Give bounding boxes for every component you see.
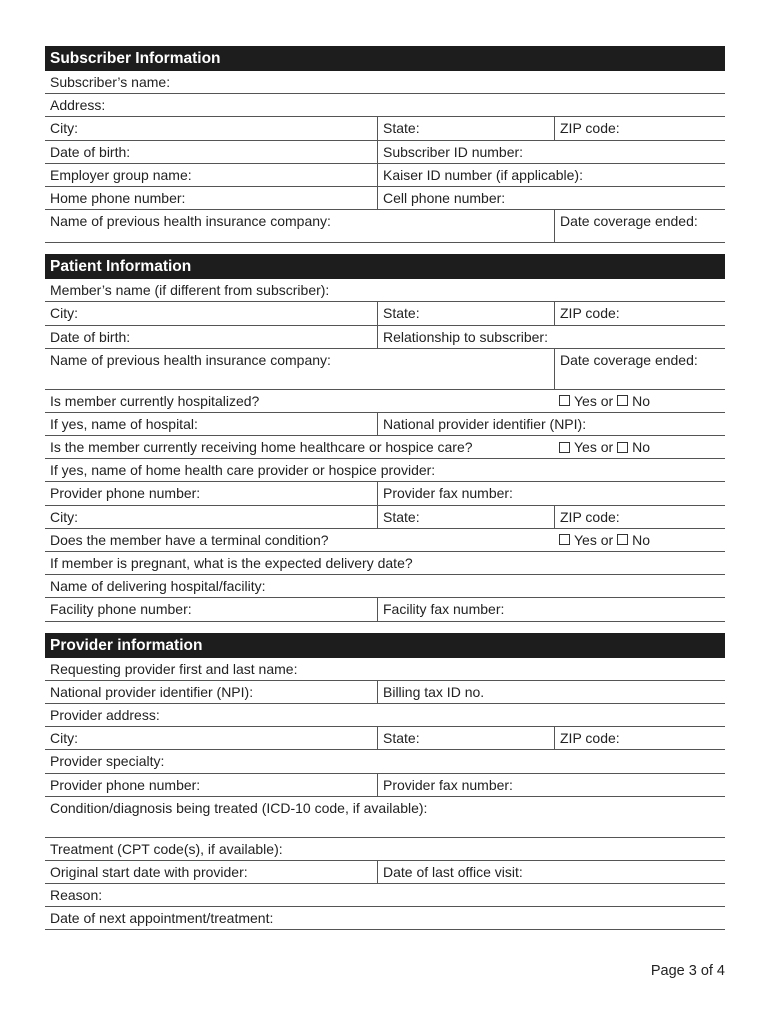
- hospitalized-row: [45, 390, 725, 413]
- start-date-field[interactable]: Original start date with provider:: [50, 863, 248, 880]
- requesting-provider-row: [45, 658, 725, 681]
- home-health-question: Is the member currently receiving home healthcare or hospice care?: [50, 439, 473, 456]
- delivering-hospital-field[interactable]: Name of delivering hospital/facility:: [50, 578, 266, 595]
- subscriber-city-field[interactable]: City:: [50, 120, 78, 137]
- relationship-field[interactable]: Relationship to subscriber:: [377, 326, 725, 348]
- provider-address-row: [45, 704, 725, 727]
- patient-city-row: [45, 302, 725, 325]
- provider-city-field[interactable]: City:: [50, 730, 78, 747]
- subscriber-section-header: Subscriber Information: [45, 46, 725, 71]
- pregnant-row: [45, 552, 725, 575]
- patient-provider-phone-field[interactable]: Provider phone number:: [50, 485, 201, 502]
- treatment-row: [45, 838, 725, 861]
- patient-city2-field[interactable]: City:: [50, 508, 78, 525]
- patient-section-header: Patient Information: [45, 254, 725, 279]
- subscriber-coverage-ended-field[interactable]: Date coverage ended:: [554, 210, 725, 242]
- provider-specialty-row: [45, 750, 725, 773]
- page-number: Page 3 of 4: [650, 963, 725, 979]
- provider-zip-field[interactable]: ZIP code:: [554, 727, 725, 749]
- provider-npi-field[interactable]: National provider identifier (NPI):: [50, 683, 254, 700]
- condition-row: [45, 797, 725, 838]
- patient-provider-fax-field[interactable]: Provider fax number:: [377, 482, 725, 504]
- patient-state2-field[interactable]: State:: [377, 506, 554, 528]
- subscriber-name-row: [45, 71, 725, 94]
- patient-prev-insurance-field[interactable]: Name of previous health insurance company:: [50, 351, 331, 368]
- hospitalized-yes-checkbox[interactable]: [559, 395, 570, 406]
- patient-dob-field[interactable]: Date of birth:: [50, 328, 131, 345]
- yes-label: Yes or: [574, 531, 614, 548]
- patient-city-field[interactable]: City:: [50, 305, 78, 322]
- terminal-yes-no: [554, 529, 725, 551]
- next-appointment-field[interactable]: Date of next appointment/treatment:: [50, 910, 274, 927]
- next-appointment-row: [45, 907, 725, 930]
- subscriber-name-field[interactable]: Subscriber’s name:: [50, 74, 171, 90]
- home-health-yes-no: [554, 436, 725, 458]
- provider-npi-row: [45, 681, 725, 704]
- provider-state-field[interactable]: State:: [377, 727, 554, 749]
- terminal-row: [45, 529, 725, 552]
- patient-dob-row: [45, 326, 725, 349]
- facility-phone-field[interactable]: Facility phone number:: [50, 601, 192, 618]
- condition-field[interactable]: Condition/diagnosis being treated (ICD-10 code, if available):: [50, 799, 428, 816]
- reason-row: [45, 884, 725, 907]
- patient-state-field[interactable]: State:: [377, 302, 554, 324]
- billing-tax-field[interactable]: Billing tax ID no.: [377, 681, 725, 703]
- subscriber-city-row: [45, 117, 725, 140]
- hospitalized-no-checkbox[interactable]: [617, 395, 628, 406]
- terminal-yes-checkbox[interactable]: [559, 534, 570, 545]
- hospital-name-row: [45, 413, 725, 436]
- last-visit-field[interactable]: Date of last office visit:: [377, 861, 725, 883]
- provider-fax-field[interactable]: Provider fax number:: [377, 774, 725, 796]
- home-health-provider-row: [45, 459, 725, 482]
- patient-npi-field[interactable]: National provider identifier (NPI):: [377, 413, 725, 435]
- subscriber-dob-row: [45, 141, 725, 164]
- yes-label: Yes or: [574, 439, 614, 456]
- terminal-no-checkbox[interactable]: [617, 534, 628, 545]
- subscriber-state-field[interactable]: State:: [377, 117, 554, 139]
- provider-specialty-field[interactable]: Provider specialty:: [50, 753, 165, 770]
- no-label: No: [632, 392, 650, 409]
- subscriber-address-row: [45, 94, 725, 117]
- subscriber-prev-insurance-field[interactable]: Name of previous health insurance company:: [50, 213, 331, 230]
- patient-prev-insurance-row: [45, 349, 725, 390]
- facility-phone-row: [45, 598, 725, 621]
- home-health-yes-checkbox[interactable]: [559, 442, 570, 453]
- patient-coverage-ended-field[interactable]: Date coverage ended:: [554, 349, 725, 389]
- provider-section-header: Provider information: [45, 633, 725, 658]
- hospitalized-question: Is member currently hospitalized?: [50, 392, 260, 409]
- facility-fax-field[interactable]: Facility fax number:: [377, 598, 725, 620]
- treatment-field[interactable]: Treatment (CPT code(s), if available):: [50, 840, 283, 857]
- member-name-row: [45, 279, 725, 302]
- start-date-row: [45, 861, 725, 884]
- hospitalized-yes-no: [554, 390, 725, 412]
- member-name-field[interactable]: Member’s name (if different from subscriber):: [50, 282, 330, 299]
- terminal-question: Does the member have a terminal condition?: [50, 531, 329, 548]
- claim-form: [45, 46, 725, 930]
- subscriber-address-field[interactable]: Address:: [50, 97, 106, 114]
- kaiser-id-field[interactable]: Kaiser ID number (if applicable):: [377, 164, 725, 186]
- patient-zip2-field[interactable]: ZIP code:: [554, 506, 725, 528]
- patient-city2-row: [45, 506, 725, 529]
- subscriber-zip-field[interactable]: ZIP code:: [554, 117, 725, 139]
- no-label: No: [632, 439, 650, 456]
- subscriber-dob-field[interactable]: Date of birth:: [50, 143, 131, 160]
- subscriber-phone-row: [45, 187, 725, 210]
- home-phone-field[interactable]: Home phone number:: [50, 189, 186, 206]
- provider-address-field[interactable]: Provider address:: [50, 706, 160, 723]
- cell-phone-field[interactable]: Cell phone number:: [377, 187, 725, 209]
- provider-phone-row: [45, 482, 725, 505]
- subscriber-id-field[interactable]: Subscriber ID number:: [377, 141, 725, 163]
- yes-label: Yes or: [574, 392, 614, 409]
- provider-phone-field[interactable]: Provider phone number:: [50, 776, 201, 793]
- home-health-provider-field[interactable]: If yes, name of home health care provider or hospice provider:: [50, 462, 436, 479]
- employer-group-field[interactable]: Employer group name:: [50, 166, 192, 183]
- reason-field[interactable]: Reason:: [50, 887, 103, 904]
- patient-zip-field[interactable]: ZIP code:: [554, 302, 725, 324]
- requesting-provider-field[interactable]: Requesting provider first and last name:: [50, 660, 298, 677]
- subscriber-employer-row: [45, 164, 725, 187]
- no-label: No: [632, 531, 650, 548]
- provider-phone-fax-row: [45, 774, 725, 797]
- provider-city-row: [45, 727, 725, 750]
- hospital-name-field[interactable]: If yes, name of hospital:: [50, 415, 198, 432]
- delivering-hospital-row: [45, 575, 725, 598]
- pregnant-field[interactable]: If member is pregnant, what is the expected delivery date?: [50, 555, 413, 571]
- home-health-row: [45, 436, 725, 459]
- home-health-no-checkbox[interactable]: [617, 442, 628, 453]
- subscriber-prev-insurance-row: [45, 210, 725, 243]
